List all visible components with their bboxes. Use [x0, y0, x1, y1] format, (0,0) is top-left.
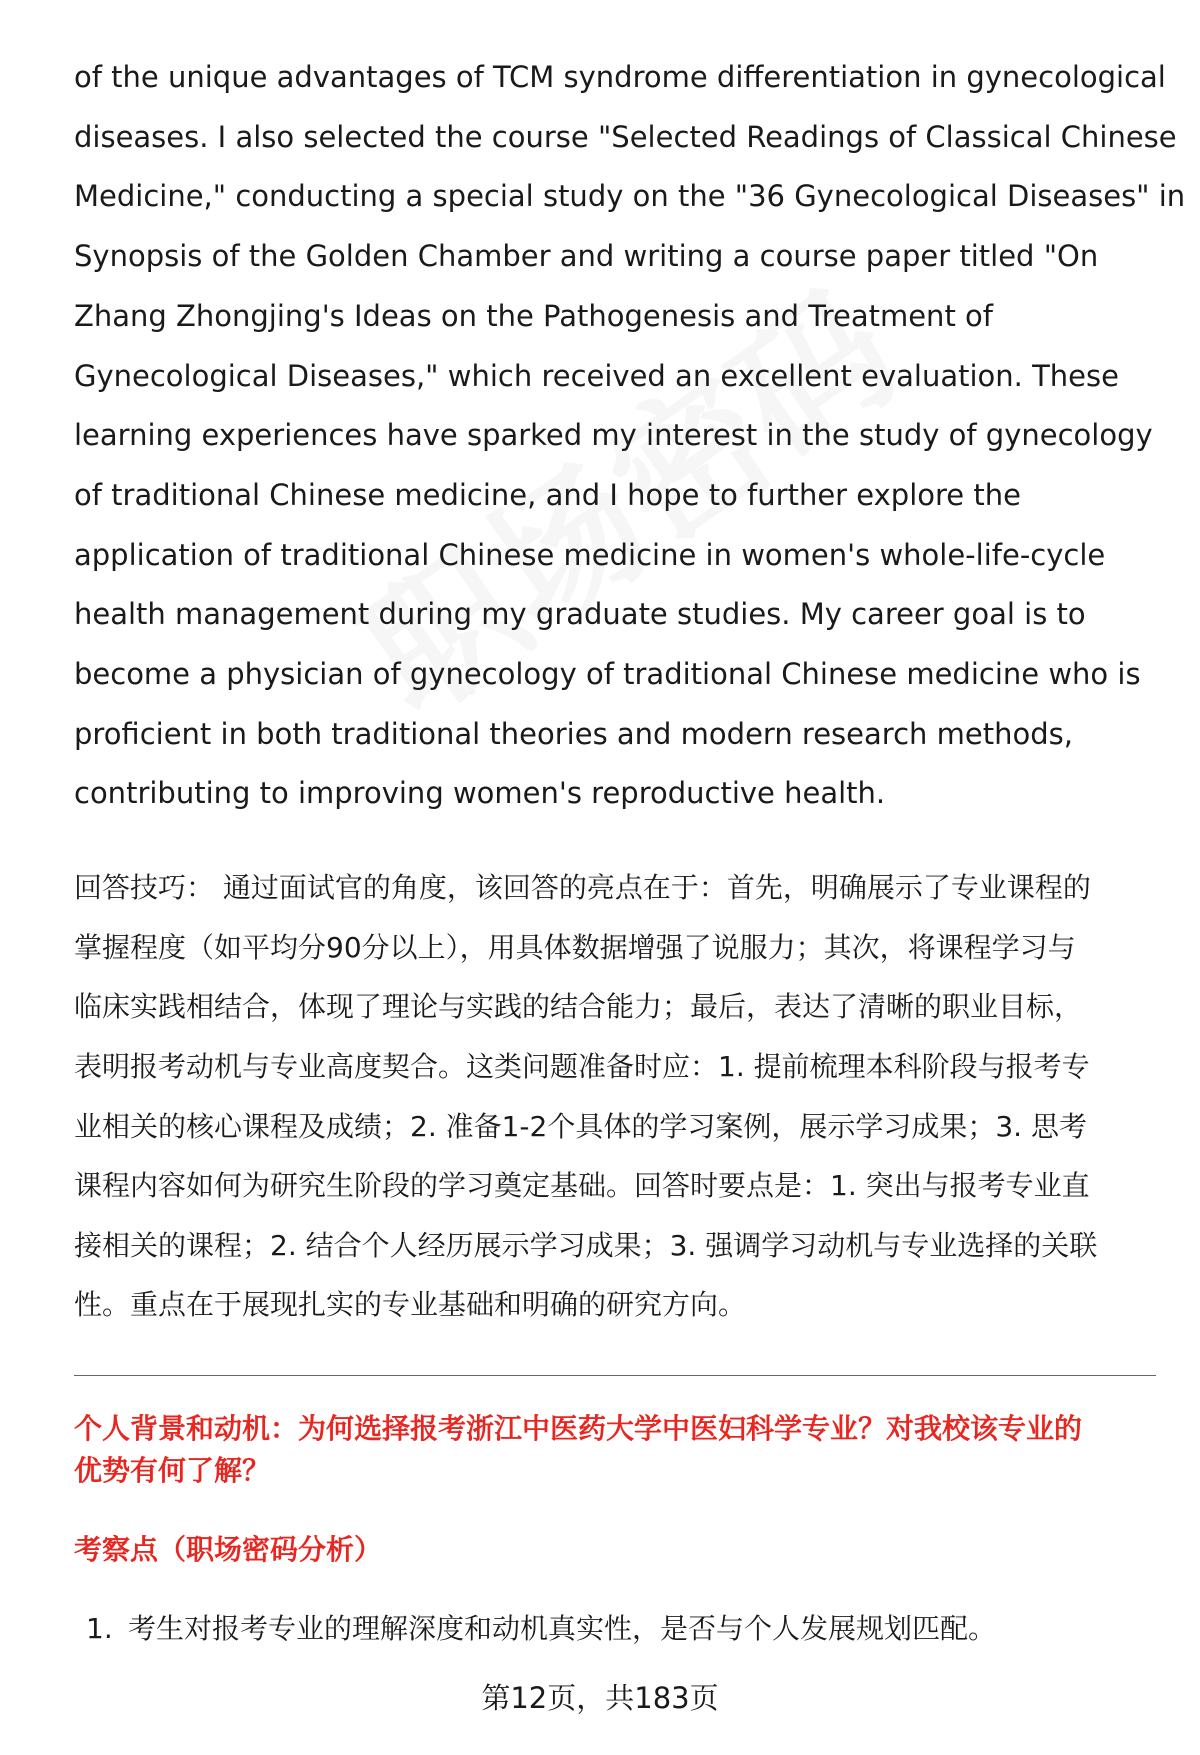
- paragraph-line: contributing to improving women's reproductive health.: [74, 776, 886, 811]
- question-line: 优势有何了解？: [74, 1453, 271, 1487]
- section-divider: [74, 1375, 1156, 1376]
- tips-line: 课程内容如何为研究生阶段的学习奠定基础。回答时要点是：1. 突出与报考专业直: [74, 1169, 1090, 1203]
- paragraph-line: diseases. I also selected the course "Selected Readings of Classical Chinese: [74, 119, 1177, 154]
- paragraph-line: of the unique advantages of TCM syndrome differentiation in gynecological: [74, 60, 1166, 94]
- list-item: [74, 1608, 1154, 1650]
- question-line: 个人背景和动机：为何选择报考浙江中医药大学中医妇科学专业？对我校该专业的: [74, 1411, 1083, 1445]
- paragraph-line: become a physician of gynecology of traditional Chinese medicine who is: [74, 657, 1141, 692]
- list-item-text: 考生对报考专业的理解深度和动机真实性，是否与个人发展规划匹配。: [128, 1611, 997, 1645]
- paragraph-line: Medicine," conducting a special study on the "36 Gynecological Diseases" in: [74, 179, 1186, 214]
- tips-line: 接相关的课程；2. 结合个人经历展示学习成果；3. 强调学习动机与专业选择的关联: [74, 1228, 1098, 1262]
- english-paragraph: [74, 48, 1186, 824]
- page-number: 第12页，共183页: [481, 1681, 719, 1715]
- paragraph-line: application of traditional Chinese medicine in women's whole-life-cycle: [74, 537, 1106, 572]
- tips-line: 掌握程度（如平均分90分以上），用具体数据增强了说服力；其次，将课程学习与: [74, 930, 1076, 964]
- paragraph-line: health management during my graduate studies. My career goal is to: [74, 597, 1086, 632]
- paragraph-line: proficient in both traditional theories and modern research methods,: [74, 716, 1073, 751]
- paragraph-line: learning experiences have sparked my interest in the study of gynecology: [74, 418, 1153, 453]
- list-item-number: 1.: [86, 1611, 113, 1645]
- tips-line: 业相关的核心课程及成绩；2. 准备1-2个具体的学习案例，展示学习成果；3. 思考: [74, 1109, 1087, 1143]
- paragraph-line: Gynecological Diseases," which received an excellent evaluation. These: [74, 358, 1119, 393]
- paragraph-line: Zhang Zhongjing's Ideas on the Pathogenesis and Treatment of: [74, 298, 993, 333]
- assessment-points-heading: 考察点（职场密码分析）: [74, 1532, 383, 1566]
- assessment-points-list: [74, 1608, 1154, 1650]
- tips-line: 表明报考动机与专业高度契合。这类问题准备时应：1. 提前梳理本科阶段与报考专: [74, 1049, 1090, 1083]
- tips-line: 性。重点在于展现扎实的专业基础和明确的研究方向。: [74, 1288, 747, 1322]
- tips-line: 回答技巧： 通过面试官的角度，该回答的亮点在于：首先，明确展示了专业课程的: [74, 871, 1091, 905]
- answer-tips-paragraph: [74, 858, 1154, 1335]
- tips-line: 临床实践相结合，体现了理论与实践的结合能力；最后，表达了清晰的职业目标，: [74, 990, 1083, 1024]
- question-heading: [74, 1408, 1154, 1492]
- paragraph-line: Synopsis of the Golden Chamber and writing a course paper titled "On: [74, 239, 1099, 274]
- paragraph-line: of traditional Chinese medicine, and I hope to further explore the: [74, 477, 1021, 512]
- document-page: [74, 48, 1186, 1650]
